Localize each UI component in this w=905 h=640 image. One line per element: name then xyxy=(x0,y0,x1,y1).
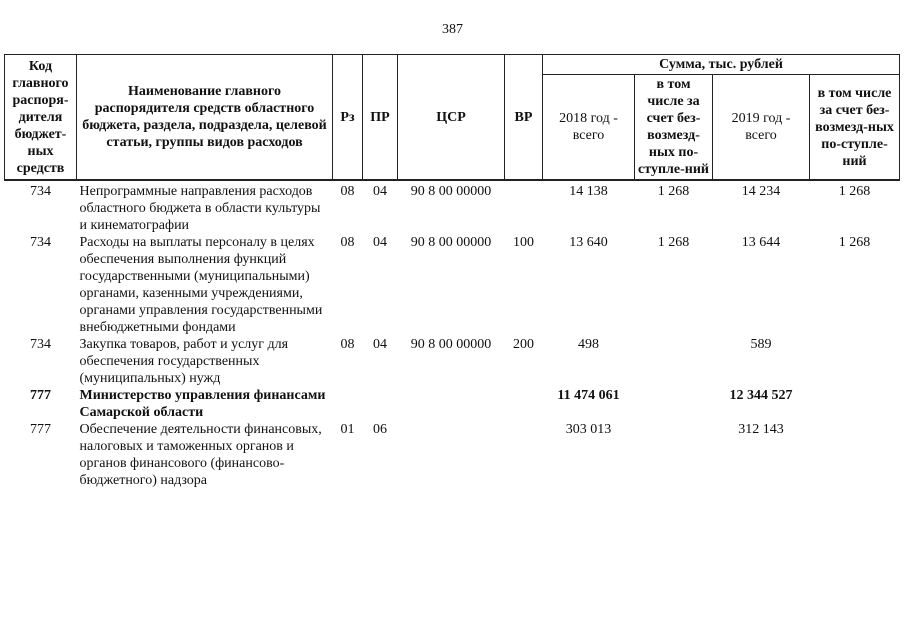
cell-pr: 04 xyxy=(373,235,387,250)
cell-vr: 200 xyxy=(513,337,534,352)
cell-2019: 14 234 xyxy=(741,184,781,199)
cell-2019: 13 644 xyxy=(741,235,781,250)
header-code: Код главного распоря-дителя бюджет-ных средств xyxy=(5,55,77,181)
cell-2019: 589 xyxy=(750,337,772,352)
header-vr: ВР xyxy=(505,55,543,181)
table-row xyxy=(5,336,900,387)
table-row xyxy=(5,387,900,421)
cell-rz: 01 xyxy=(340,422,355,437)
cell-2019-free: 1 268 xyxy=(838,235,871,250)
cell-2019-free: 1 268 xyxy=(838,184,871,199)
table-row xyxy=(5,421,900,489)
cell-2018: 498 xyxy=(578,337,599,352)
cell-name: Обеспечение деятельности финансовых, налоговых и таможенных органов и органов финансового (финансово-бюджетного) надзора xyxy=(79,422,322,488)
cell-code: 734 xyxy=(30,235,51,250)
cell-2019: 312 143 xyxy=(738,422,784,437)
cell-2019-free xyxy=(810,336,900,387)
cell-rz: 08 xyxy=(340,337,355,352)
cell-csr: 90 8 00 00000 xyxy=(410,337,492,352)
cell-2018: 13 640 xyxy=(569,235,608,250)
cell-2019: 12 344 527 xyxy=(729,388,793,403)
budget-table xyxy=(4,54,900,489)
header-2018-total: 2018 год - всего xyxy=(543,75,635,181)
cell-name: Расходы на выплаты персоналу в целях обеспечения выполнения функций государственными (муниципальными) органами, казенными учреждениями, органами управления государственными внебюджетными фондами xyxy=(79,235,323,335)
cell-vr xyxy=(505,387,543,421)
header-2018-free: в том числе за счет без-возмезд-ных по-ступле-ний xyxy=(635,75,713,181)
cell-pr: 04 xyxy=(373,337,387,352)
cell-csr xyxy=(398,421,505,489)
cell-2018: 11 474 061 xyxy=(557,388,620,403)
cell-rz: 08 xyxy=(340,235,355,250)
cell-code: 777 xyxy=(30,388,51,403)
page-number: 387 xyxy=(442,22,463,37)
cell-2018: 14 138 xyxy=(569,184,608,199)
cell-csr: 90 8 00 00000 xyxy=(410,184,492,199)
header-rz: Рз xyxy=(333,55,363,181)
cell-vr xyxy=(505,421,543,489)
header-2019-total: 2019 год - всего xyxy=(713,75,810,181)
cell-2019-free xyxy=(810,387,900,421)
cell-rz: 08 xyxy=(340,184,355,199)
cell-name: Закупка товаров, работ и услуг для обеспечения государственных (муниципальных) нужд xyxy=(79,337,289,386)
cell-2018-free: 1 268 xyxy=(657,184,690,199)
cell-2018-free xyxy=(635,387,713,421)
cell-csr xyxy=(398,387,505,421)
table-row xyxy=(5,180,900,234)
cell-rz xyxy=(333,387,363,421)
cell-pr xyxy=(363,387,398,421)
cell-vr: 100 xyxy=(513,235,534,250)
table-row xyxy=(5,234,900,336)
cell-code: 734 xyxy=(30,337,51,352)
cell-2019-free xyxy=(810,421,900,489)
cell-2018: 303 013 xyxy=(565,422,612,437)
header-2019-free: в том числе за счет без-возмезд-ных по-ступле-ний xyxy=(810,75,900,181)
cell-2018-free xyxy=(635,421,713,489)
cell-csr: 90 8 00 00000 xyxy=(410,235,492,250)
cell-pr: 06 xyxy=(373,422,387,437)
cell-name: Министерство управления финансами Самарской области xyxy=(79,388,326,420)
cell-code: 734 xyxy=(30,184,51,199)
cell-name: Непрограммные направления расходов областного бюджета в области культуры и кинематографии xyxy=(79,184,321,233)
cell-pr: 04 xyxy=(373,184,387,199)
cell-vr xyxy=(505,180,543,234)
header-pr: ПР xyxy=(363,55,398,181)
cell-2018-free: 1 268 xyxy=(657,235,690,250)
table-header xyxy=(5,55,900,181)
cell-2018-free xyxy=(635,336,713,387)
header-sum-group: Сумма, тыс. рублей xyxy=(543,55,900,75)
header-csr: ЦСР xyxy=(398,55,505,181)
header-name: Наименование главного распорядителя средств областного бюджета, раздела, подраздела, целевой статьи, группы видов расходов xyxy=(77,55,333,181)
cell-code: 777 xyxy=(30,422,51,437)
